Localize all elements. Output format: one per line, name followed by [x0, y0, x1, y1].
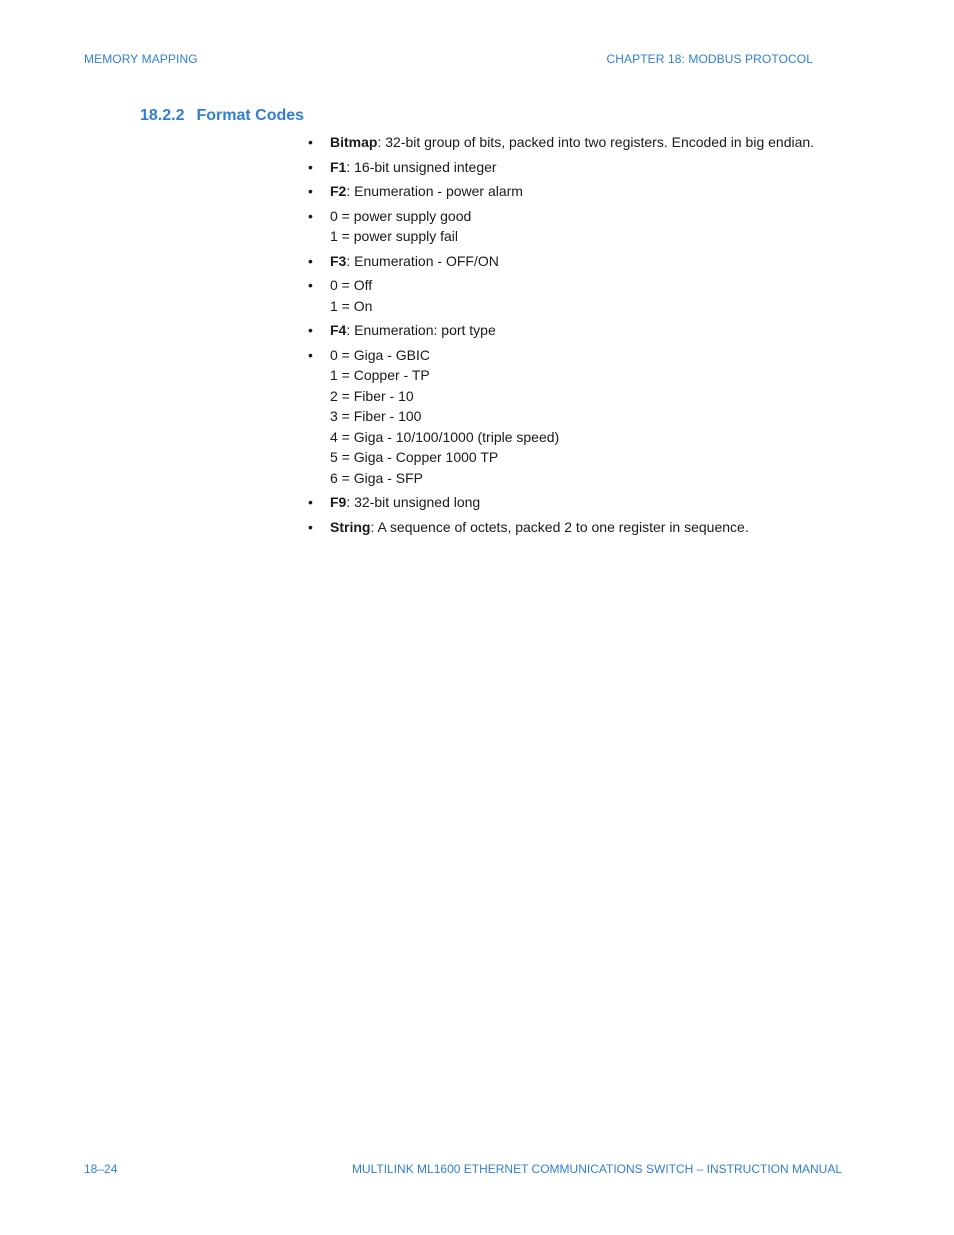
bullet-icon: • [308, 134, 313, 150]
value-line: 4 = Giga - 10/100/1000 (triple speed) [330, 428, 560, 445]
list-item-bitmap [308, 132, 868, 153]
term-description: : 32-bit unsigned long [346, 494, 481, 510]
term-description: : 16-bit unsigned integer [346, 158, 497, 175]
term-label: F4 [330, 322, 347, 338]
term-description: : Enumeration - power alarm [346, 183, 523, 199]
value-line: 0 = power supply good [330, 207, 472, 224]
value-line: 1 = Copper - TP [330, 367, 430, 383]
section-number: 18.2.2 [140, 107, 185, 124]
value-line: 1 = On [330, 297, 373, 314]
running-header-chapter: CHAPTER 18: MODBUS PROTOCOL [606, 52, 813, 66]
value-line: 1 = power supply fail [330, 228, 459, 244]
bullet-icon: • [308, 322, 313, 338]
bullet-icon: • [308, 183, 313, 199]
running-header-section: MEMORY MAPPING [84, 52, 198, 66]
bullet-icon: • [308, 252, 313, 269]
list-item-f3-values [308, 275, 868, 316]
list-item-f1 [308, 157, 868, 178]
value-line: 2 = Fiber - 10 [330, 387, 414, 404]
list-item-f2 [308, 181, 868, 202]
list-item-f4-values [308, 345, 868, 489]
bullet-icon: • [308, 207, 313, 224]
term-description: : 32-bit group of bits, packed into two registers. Encoded in big endian. [377, 134, 815, 150]
term-description: : Enumeration - OFF/ON [346, 252, 499, 269]
section-heading [140, 107, 304, 125]
format-codes-list [308, 132, 868, 541]
bullet-icon: • [308, 494, 313, 510]
page-number: 18–24 [84, 1162, 118, 1176]
value-line: 5 = Giga - Copper 1000 TP [330, 449, 499, 465]
term-label: F2 [330, 183, 347, 199]
value-line: 0 = Giga - GBIC [330, 346, 430, 363]
list-item-f3 [308, 251, 868, 272]
term-label: Bitmap [330, 134, 378, 150]
value-line: 6 = Giga - SFP [330, 469, 423, 486]
value-line: 3 = Fiber - 100 [330, 408, 422, 424]
term-description: : A sequence of octets, packed 2 to one register in sequence. [370, 518, 749, 535]
section-title: Format Codes [196, 107, 305, 124]
term-label: F3 [330, 252, 347, 269]
term-label: F9 [330, 494, 347, 510]
bullet-icon: • [308, 158, 313, 175]
list-item-f4 [308, 320, 868, 341]
list-item-f2-values [308, 206, 868, 247]
term-label: String [330, 518, 371, 535]
bullet-icon: • [308, 277, 313, 293]
bullet-icon: • [308, 346, 313, 363]
manual-title: MULTILINK ML1600 ETHERNET COMMUNICATIONS SWITCH – INSTRUCTION MANUAL [351, 1162, 842, 1176]
value-line: 0 = Off [330, 277, 373, 293]
list-item-string [308, 517, 868, 538]
bullet-icon: • [308, 518, 313, 535]
list-item-f9 [308, 492, 868, 513]
term-label: F1 [330, 158, 347, 175]
term-description: : Enumeration: port type [346, 322, 496, 338]
